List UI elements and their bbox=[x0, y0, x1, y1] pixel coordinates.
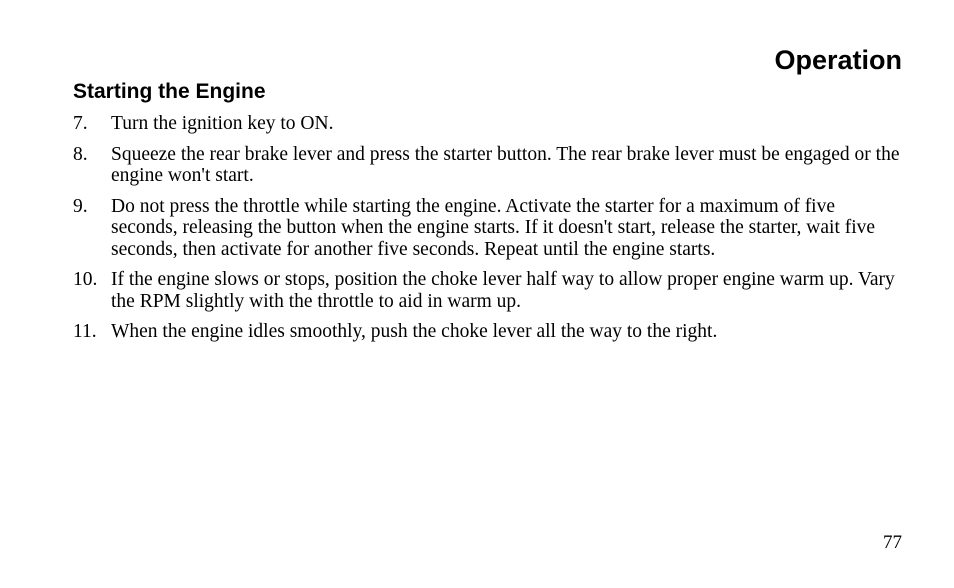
step-item bbox=[73, 269, 903, 312]
step-list bbox=[73, 113, 903, 352]
section-title: Operation bbox=[774, 45, 902, 75]
step-text: Do not press the throttle while starting the engine. Activate the starter for a maximum of five seconds, releasing the button when the engine starts. If it doesn't start, release the starter, wait five seconds, then activate for another five seconds. Repeat until the engine starts. bbox=[111, 195, 876, 260]
page-number: 77 bbox=[883, 532, 902, 553]
step-item bbox=[73, 113, 903, 135]
step-text: When the engine idles smoothly, push the choke lever all the way to the right. bbox=[111, 321, 718, 342]
step-item bbox=[73, 144, 903, 187]
step-text: If the engine slows or stops, position the choke lever half way to allow proper engine warm up. Vary the RPM slightly with the throttle to aid in warm up. bbox=[111, 269, 895, 312]
step-number: 8. bbox=[73, 143, 88, 165]
step-number: 9. bbox=[73, 195, 88, 217]
step-item bbox=[73, 196, 903, 261]
step-text: Squeeze the rear brake lever and press the starter button. The rear brake lever must be engaged or the engine won't start. bbox=[111, 143, 900, 186]
step-number: 10. bbox=[73, 269, 98, 290]
step-number: 11. bbox=[73, 321, 97, 342]
subheading: Starting the Engine bbox=[73, 80, 266, 103]
step-item bbox=[73, 321, 903, 343]
step-number: 7. bbox=[73, 113, 88, 134]
step-text: Turn the ignition key to ON. bbox=[111, 113, 334, 134]
